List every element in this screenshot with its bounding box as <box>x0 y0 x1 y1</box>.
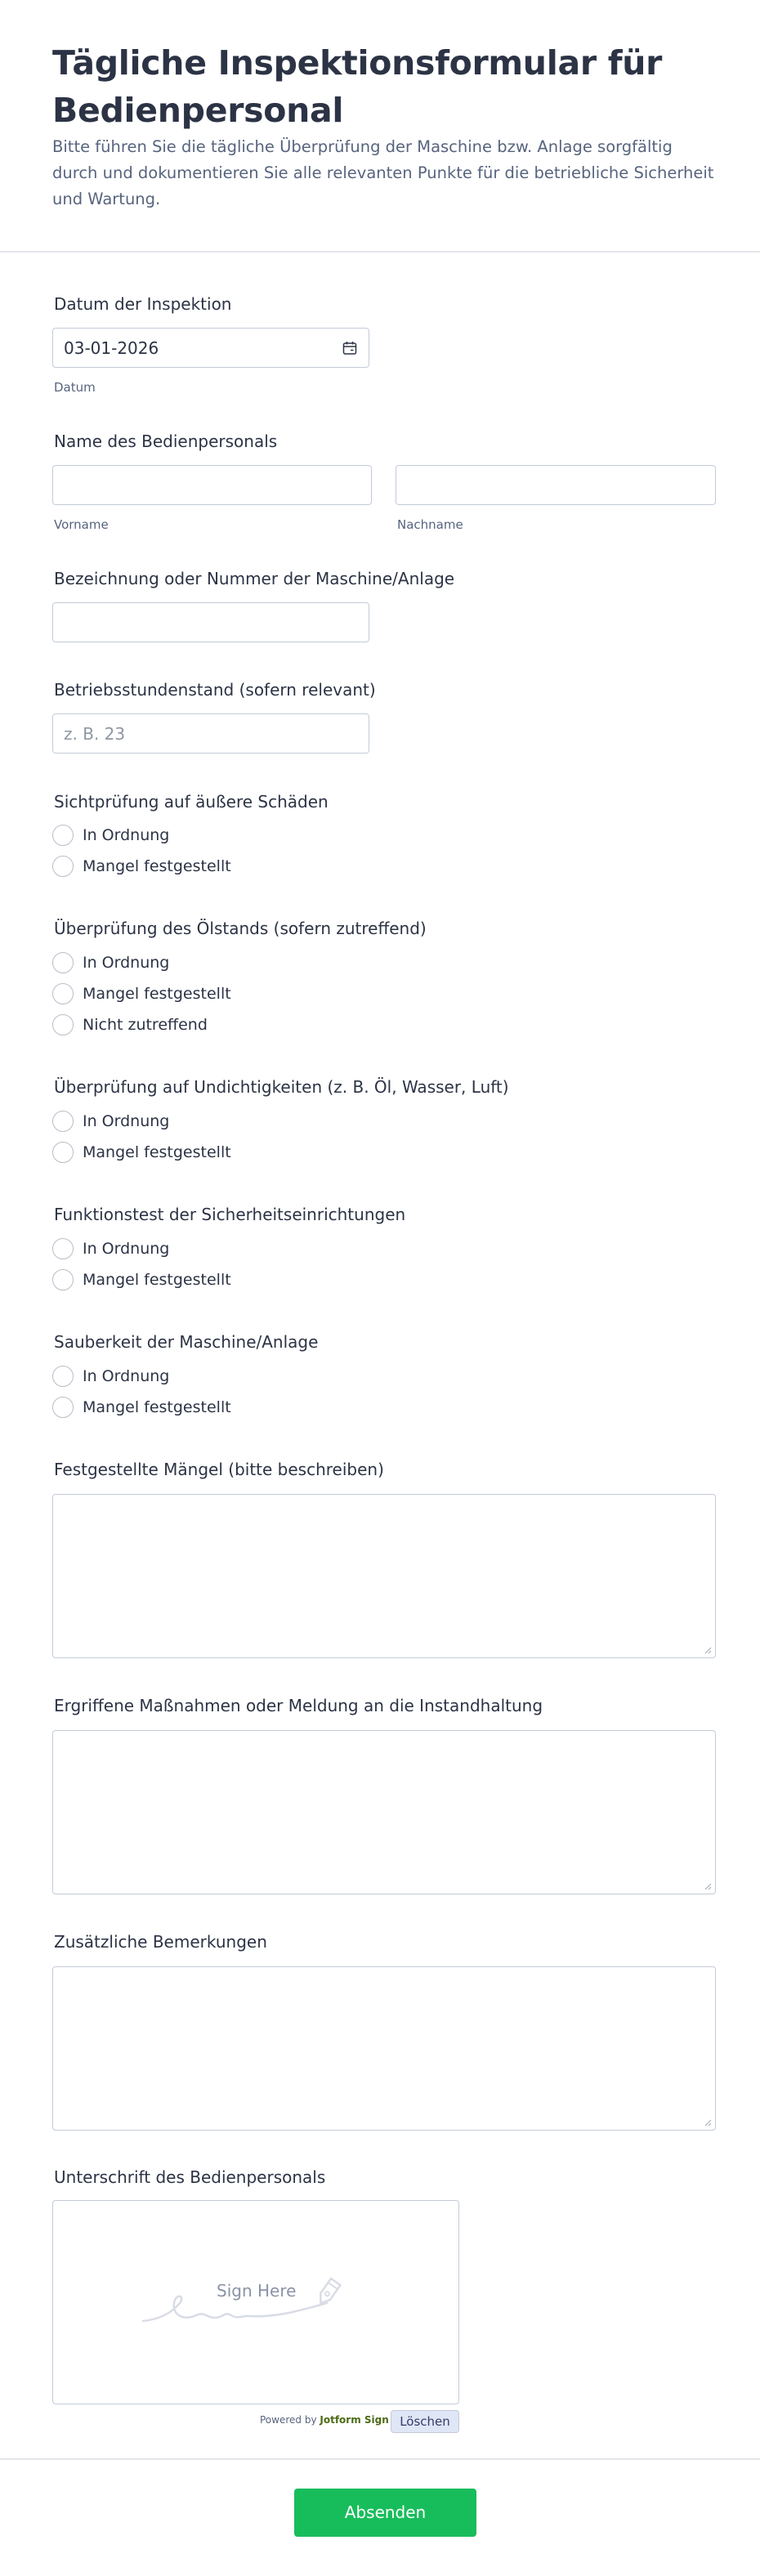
radio-button[interactable] <box>52 1269 74 1290</box>
radio-label: In Ordnung <box>83 826 170 844</box>
radio-button[interactable] <box>52 1142 74 1163</box>
defects-textarea[interactable] <box>52 1494 716 1658</box>
radio-label: In Ordnung <box>83 954 170 972</box>
radio-button[interactable] <box>52 1014 74 1035</box>
calendar-icon[interactable] <box>342 341 357 356</box>
radio-button[interactable] <box>52 983 74 1004</box>
radio-label: In Ordnung <box>83 1240 170 1258</box>
machine-input[interactable] <box>52 602 369 642</box>
resize-grip-icon[interactable] <box>704 1646 712 1654</box>
remarks-label: Zusätzliche Bemerkungen <box>54 1932 267 1952</box>
hours-input[interactable] <box>52 713 369 754</box>
clean-label: Sauberkeit der Maschine/Anlage <box>54 1332 319 1352</box>
powered-by-text <box>260 2413 389 2426</box>
radio-button[interactable] <box>52 1111 74 1132</box>
radio-label: In Ordnung <box>83 1112 170 1130</box>
radio-button[interactable] <box>52 1397 74 1418</box>
signature-scribble-icon <box>135 2270 380 2336</box>
radio-label: Mangel festgestellt <box>83 857 231 875</box>
signature-label: Unterschrift des Bedienpersonals <box>54 2167 326 2187</box>
clear-signature-button[interactable]: Löschen <box>391 2410 459 2433</box>
page-subtitle: Bitte führen Sie die tägliche Überprüfung der Maschine bzw. Anlage sorgfältig durch und dokumentieren Sie alle relevanten Punkte für die betriebliche Sicherheit und Wartung. <box>52 137 714 208</box>
date-sublabel: Datum <box>54 380 96 395</box>
radio-label: Nicht zutreffend <box>83 1016 208 1034</box>
header-divider <box>0 251 760 253</box>
powered-by-brand: Jotform Sign <box>320 2414 389 2426</box>
first-name-input[interactable] <box>52 465 372 505</box>
last-name-input[interactable] <box>396 465 716 505</box>
oil-label: Überprüfung des Ölstands (sofern zutreffend) <box>54 919 427 938</box>
page-title: Tägliche Inspektionsformular für Bedienpersonal <box>52 43 663 130</box>
date-value: 03-01-2026 <box>64 338 159 358</box>
remarks-textarea[interactable] <box>52 1966 716 2131</box>
name-label: Name des Bedienpersonals <box>54 432 278 451</box>
date-input[interactable] <box>52 328 369 368</box>
signature-pad[interactable] <box>52 2200 459 2404</box>
defects-label: Festgestellte Mängel (bitte beschreiben) <box>54 1460 384 1479</box>
radio-label: Mangel festgestellt <box>83 985 231 1003</box>
machine-label: Bezeichnung oder Nummer der Maschine/Anlage <box>54 569 455 588</box>
leaks-label: Überprüfung auf Undichtigkeiten (z. B. Öl, Wasser, Luft) <box>54 1077 509 1097</box>
radio-label: Mangel festgestellt <box>83 1143 231 1161</box>
radio-button[interactable] <box>52 1366 74 1387</box>
resize-grip-icon[interactable] <box>704 2118 712 2127</box>
measures-textarea[interactable] <box>52 1730 716 1894</box>
footer-divider <box>0 2458 760 2460</box>
radio-button[interactable] <box>52 1238 74 1259</box>
submit-button[interactable]: Absenden <box>294 2489 476 2537</box>
resize-grip-icon[interactable] <box>704 1882 712 1890</box>
last-name-sublabel: Nachname <box>397 517 463 532</box>
hours-placeholder: z. B. 23 <box>64 724 126 744</box>
sign-here-text: Sign Here <box>217 2281 297 2301</box>
radio-label: In Ordnung <box>83 1367 170 1385</box>
powered-by-prefix: Powered by <box>260 2414 317 2426</box>
safety-label: Funktionstest der Sicherheitseinrichtungen <box>54 1205 406 1224</box>
visual-label: Sichtprüfung auf äußere Schäden <box>54 792 329 812</box>
radio-button[interactable] <box>52 856 74 877</box>
radio-button[interactable] <box>52 825 74 846</box>
first-name-sublabel: Vorname <box>54 517 109 532</box>
hours-label: Betriebsstundenstand (sofern relevant) <box>54 680 376 700</box>
measures-label: Ergriffene Maßnahmen oder Meldung an die Instandhaltung <box>54 1696 543 1715</box>
radio-label: Mangel festgestellt <box>83 1271 231 1289</box>
radio-label: Mangel festgestellt <box>83 1398 231 1416</box>
radio-button[interactable] <box>52 952 74 973</box>
date-label: Datum der Inspektion <box>54 294 232 314</box>
